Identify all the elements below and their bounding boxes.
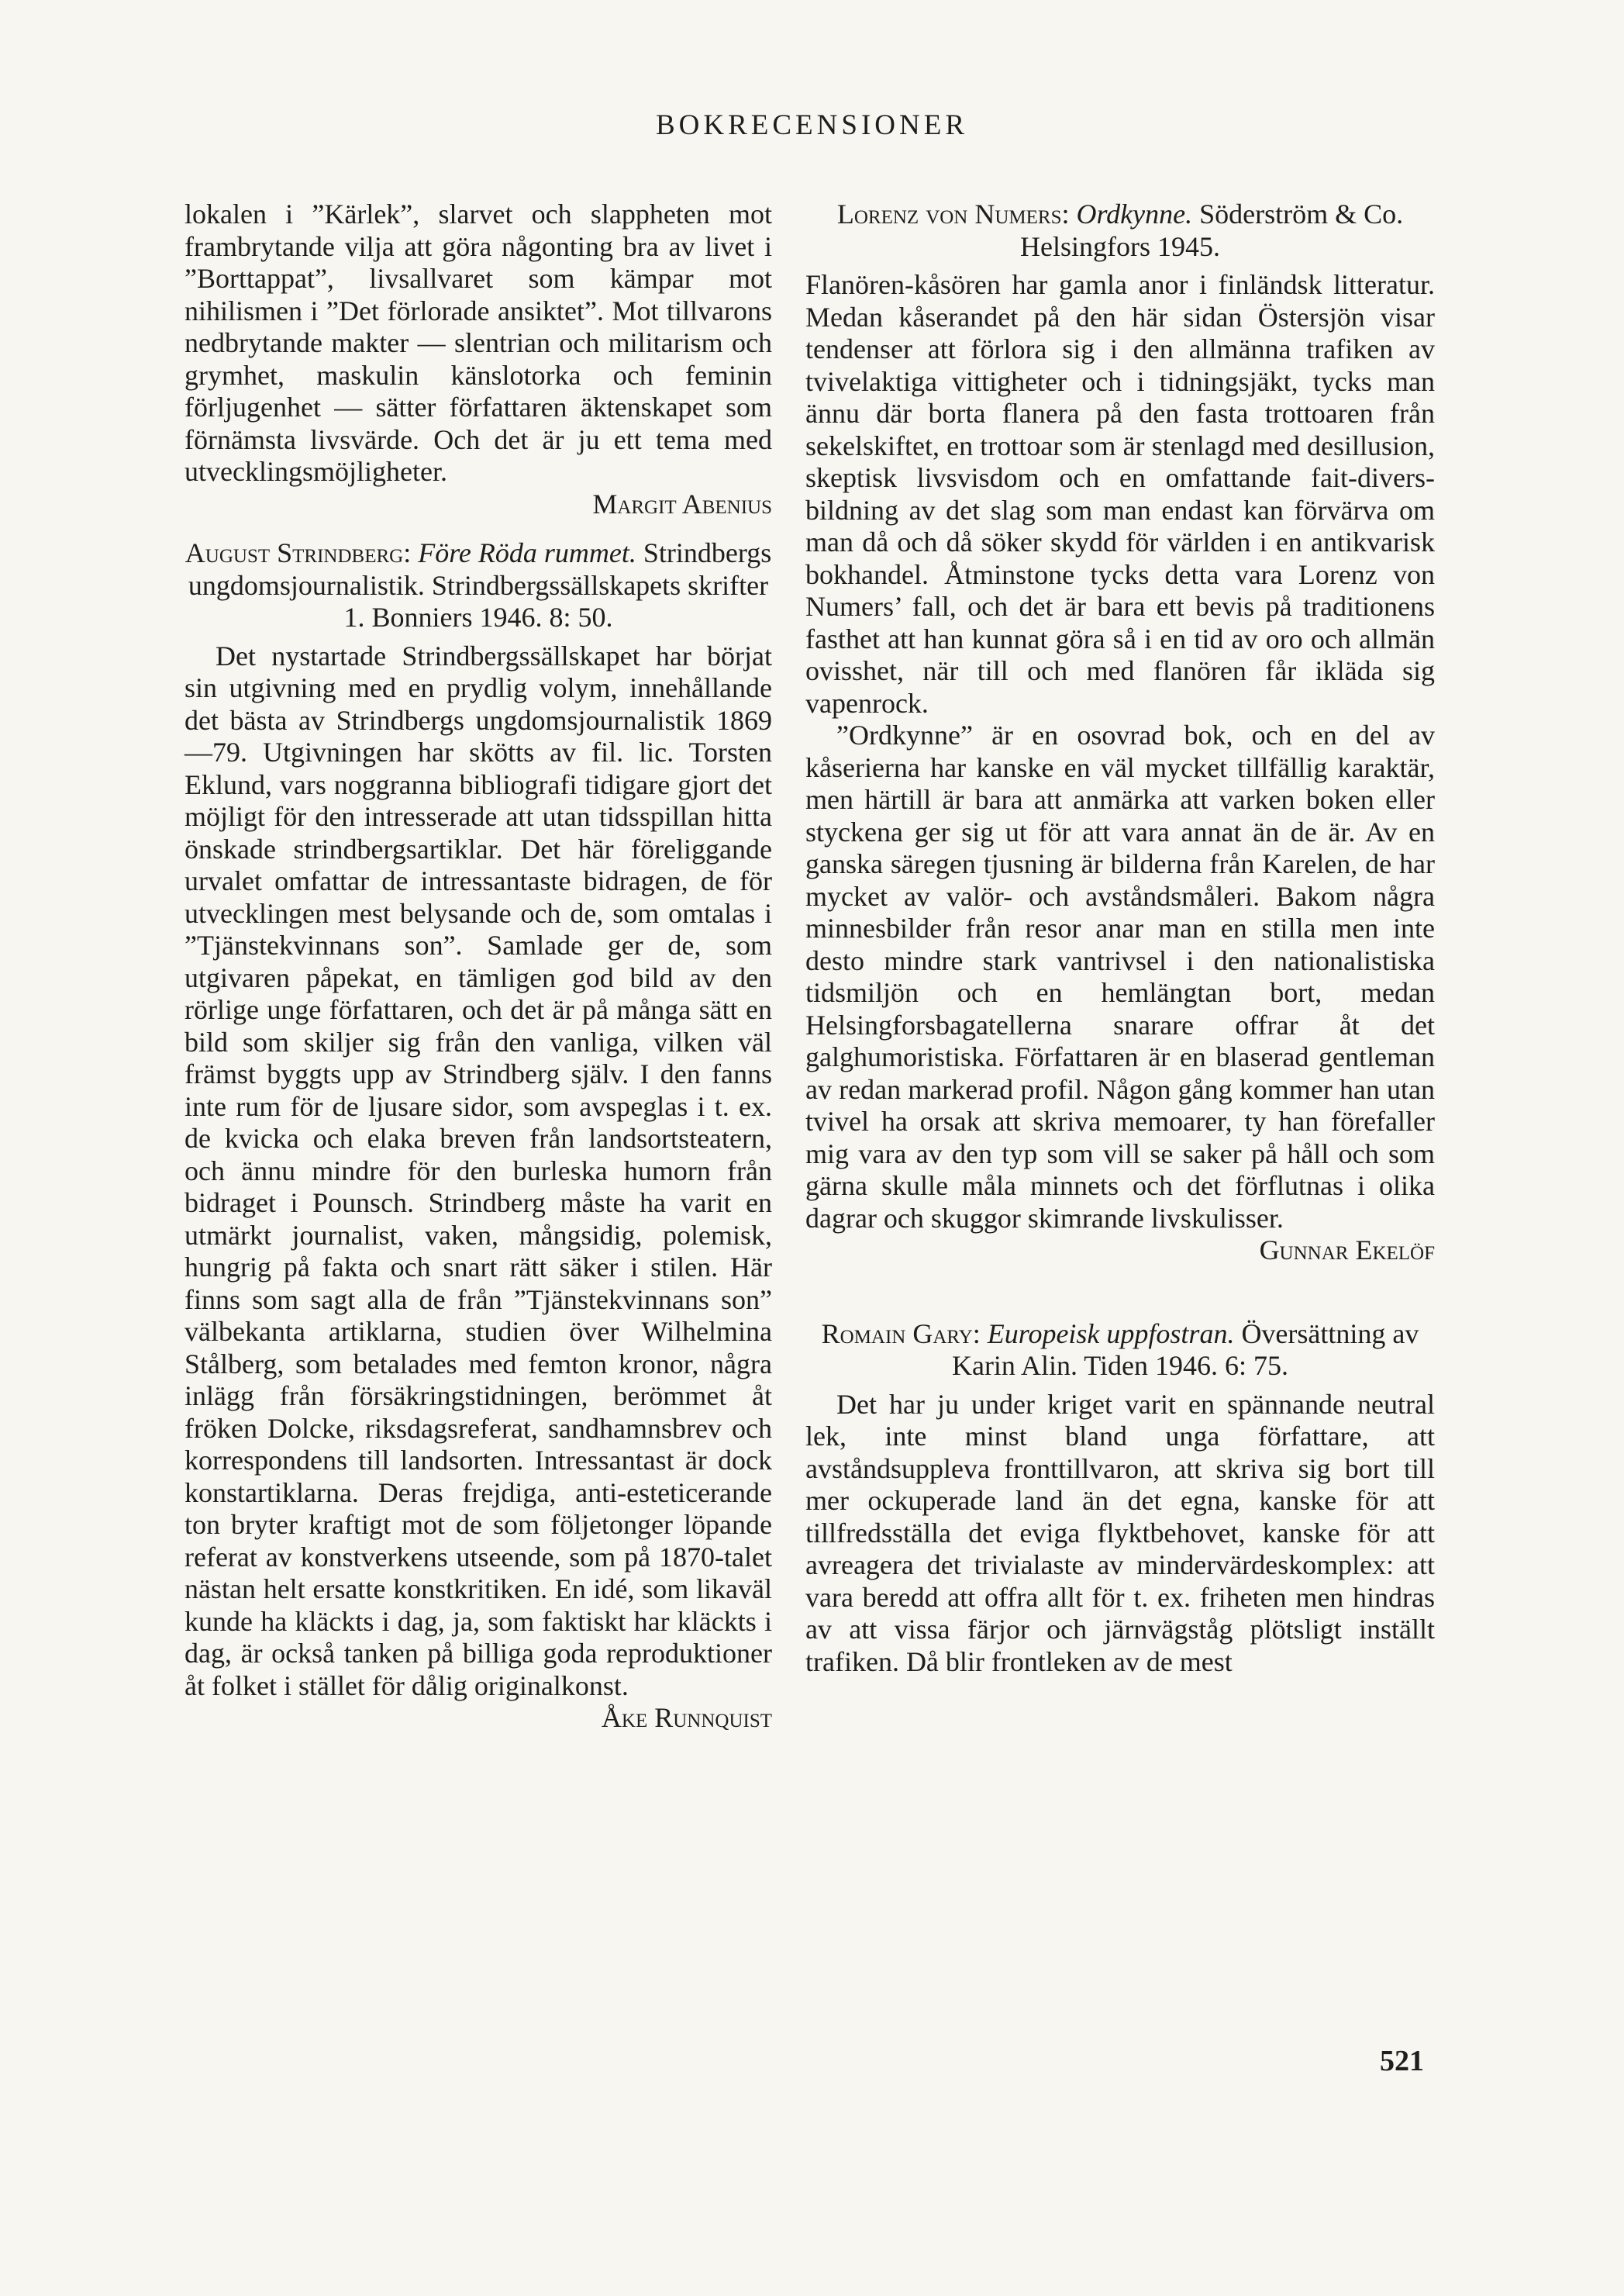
- review-details: Strindbergs ungdomsjournalistik. Strindbergssällskapets skrifter 1. Bonniers 1946. 8: 50.: [188, 537, 772, 633]
- right-column: [805, 199, 1435, 1678]
- opening-paragraph: lokalen i ”Kärlek”, slarvet och slappheten mot frambrytande vilja att göra någonting bra av livet i ”Borttappat”, livsallvaret som kämpar mot nihilismen i ”Det förlorade ansiktet”. Mot tillvarons nedbrytande makter — slentrian och militarism och grymhet, maskulin känslotorka och feminin förljugenhet — sätter författaren äktenskapet som förnämsta livsvärde. Och det är ju ett tema med utvecklingsmöjligheter.: [184, 199, 772, 487]
- review-details: Översättning av Karin Alin. Tiden 1946. 6: 75.: [951, 1317, 1419, 1381]
- review-body-strindberg: Det nystartade Strindbergssällskapet har börjat sin utgivning med en prydlig volym, innehållande det bästa av Strindbergs ungdomsjournalistik 1869—79. Utgivningen har skötts av fil. lic. Torsten Eklund, vars noggranna bibliografi tidigare gjort det möjligt för den intresserade att utan tidsspillan hitta önskade strindbergsartiklar. Det här föreliggande urvalet omfattar de intressantaste bidragen, de för utvecklingen mest belysande och de, som omtalas i ”Tjänstekvinnans son”. Samlade ger de, som utgivaren påpekat, en tämligen god bild av den rörlige unge författaren, och det är på många sätt en bild som skiljer sig från den vanliga, vilken väl främst byggts upp av Strindberg själv. I den fanns inte rum för de ljusare sidor, som avspeglas i t. ex. de kvicka och elaka breven från landsortsteatern, och ännu mindre för den burleska humorn från bidraget i Pounsch. Strindberg måste ha varit en utmärkt journalist, vaken, mångsidig, polemisk, hungrig på fakta och snart rätt säker i stilen. Här finns som sagt alla de från ”Tjänstekvinnans son” välbekanta artiklarna, studien över Wilhelmina Stålberg, som betalades med femton kronor, några inlägg från försäkringstidningen, berömmet åt fröken Dolcke, riksdagsreferat, sandhamnsbrev och korrespondens till landsorten. Intressantast är dock konstartiklarna. Deras frejdiga, anti-esteticerande ton bryter kraftigt mot de som följetonger löpande referat av konstverkens utseende, som på 1870-talet nästan helt ersatte konstkritiken. En idé, som likaväl kunde ha kläckts i dag, ja, som faktiskt har kläckts i dag, är också tanken på billiga goda reproduktioner åt folket i stället för dålig originalkonst.: [184, 640, 772, 1701]
- page-number: 521: [1380, 2045, 1424, 2077]
- review-title: Europeisk uppfostran.: [987, 1317, 1235, 1349]
- review-author: August Strindberg: [184, 537, 404, 568]
- review-heading-strindberg: August Strindberg: Före Röda rummet. Strindbergs ungdomsjournalistik. Strindbergssällskapets skrifter 1. Bonniers 1946. 8: 50.: [184, 537, 772, 633]
- left-column: [184, 199, 772, 1735]
- review-heading-gary: Romain Gary: Europeisk uppfostran. Översättning av Karin Alin. Tiden 1946. 6: 75.: [821, 1317, 1419, 1381]
- review-author: Lorenz von Numers: [836, 199, 1062, 230]
- review-title: Före Röda rummet.: [418, 537, 636, 568]
- signature-abenius: Margit Abenius: [592, 488, 772, 520]
- review-author: Romain Gary: [821, 1317, 973, 1349]
- review-body-numers-1: Flanören-kåsören har gamla anor i finländsk litteratur. Medan kåserandet på den här sidan Östersjön visar tendenser att förlora sig i den allmänna trafiken av tvivelaktiga vittigheter och i tidningsjäkt, tycks man ännu där borta flanera på den fasta trottoaren från sekelskiftet, en trottoar som är stenlagd med desillusion, skeptisk livsvisdom och en omfattande fait-divers-bildning av det slag som man endast kan förvärva om man då och då söker skydd för världen i en antikvarisk bokhandel. Åtminstone tycks detta vara Lorenz von Numers’ fall, och det är bara ett bevis på traditionens fasthet att han kunnat göra så i en tid av oro och allmän ovisshet, när till och med flanören får ikläda sig vapenrock.: [805, 269, 1435, 719]
- signature-ekelof: Gunnar Ekelöf: [1259, 1234, 1435, 1265]
- review-heading-numers: Lorenz von Numers: Ordkynne. Söderström & Co. Helsingfors 1945.: [836, 199, 1404, 262]
- running-head: BOKRECENSIONER: [655, 109, 969, 141]
- review-body-gary: Det har ju under kriget varit en spännande neutral lek, inte minst bland unga författare, att avståndsuppleva fronttillvaron, att skriva sig bort till mer ockuperade land än det egna, kanske för att tillfredsställa det eviga flyktbehovet, kanske för att avreagera det trivialaste av mindervärdeskomplex: att vara beredd att offra allt för t. ex. friheten men hindras av att vissa färjor och järnvägståg plötsligt inställt trafiken. Då blir frontleken av de mest: [805, 1388, 1435, 1677]
- signature-runnquist: Åke Runnquist: [601, 1702, 772, 1733]
- review-details: Söderström & Co. Helsingfors 1945.: [1020, 199, 1404, 262]
- review-body-numers-2: ”Ordkynne” är en osovrad bok, och en del av kåserierna har kanske en väl mycket tillfällig karaktär, men härtill är bara att anmärka att varken boken eller styckena ger sig ut för att vara annat än de är. Av en ganska säregen tjusning är bilderna från Karelen, de har mycket av valör- och avståndsmåleri. Bakom några minnesbilder från resor anar man en stilla men inte desto mindre stark vantrivsel i den nationalistiska tidsmiljön och en hemlängtan bort, medan Helsingforsbagatellerna snarare offrar åt det galghumoristiska. Författaren är en blaserad gentleman av redan markerad profil. Någon gång kommer han utan tvivel ha orsak att skriva memoarer, ty han förefaller mig vara av den typ som vill se saker på håll och som gärna skulle måla minnets och det förflutnas i olika dagrar och skuggor skimrande livskulisser.: [805, 720, 1435, 1234]
- review-title: Ordkynne.: [1076, 199, 1193, 230]
